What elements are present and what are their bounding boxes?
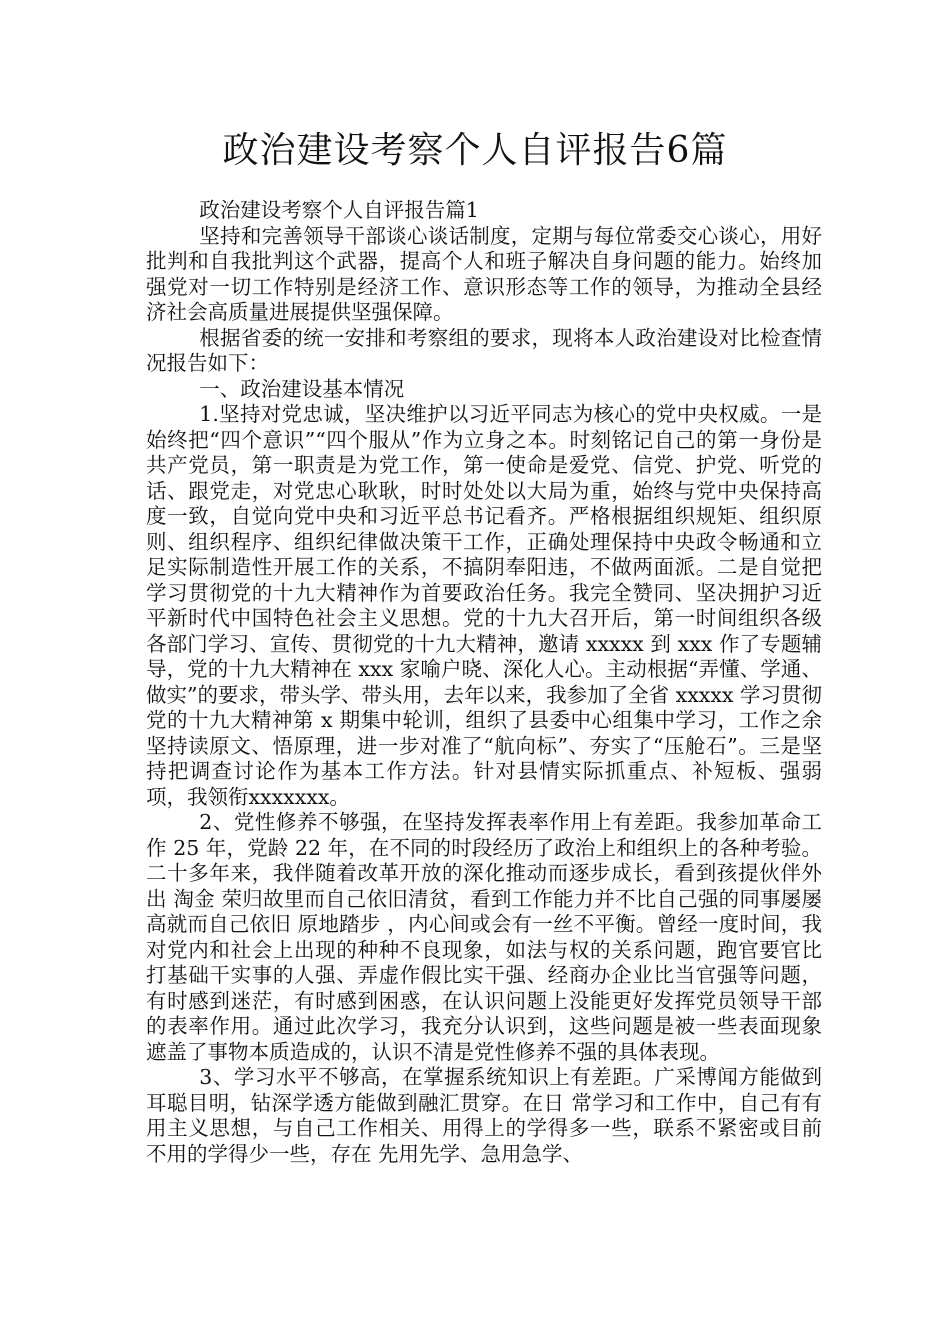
- section-heading: 政治建设考察个人自评报告篇1: [199, 198, 479, 222]
- document-body: [146, 198, 822, 1167]
- section-heading: 一、政治建设基本情况: [199, 376, 405, 401]
- body-paragraph: 根据省委的统一安排和考察组的要求，现将本人政治建设对比检查情况报告如下：: [146, 325, 822, 375]
- body-paragraph: 1.坚持对党忠诚，坚决维护以习近平同志为核心的党中央权威。一是始终把“四个意识”“四个服从”作为立身之本。时刻铭记自己的第一身份是共产党员，第一职责是为党工作，第一使命是爱党、信党、护党、听党的话、跟党走，对党忠心耿耿，时时处处以大局为重，始终与党中央保持高度一致，自觉向党中央和习近平总书记看齐。严格根据组织规矩、组织原则、组织程序、组织纪律做决策干工作，正确处理保持中央政令畅通和立足实际制造性开展工作的关系，不搞阴奉阳违，不做两面派。二是自觉把学习贯彻党的十九大精神作为首要政治任务。我完全赞同、坚决拥护习近平新时代中国特色社会主义思想。党的十九大召开后，第一时间组织各级各部门学习、宣传、贯彻党的十九大精神，邀请 xxxxx 到 xxx 作了专题辅导，党的十九大精神在 xxx 家喻户晓、深化人心。主动根据“弄懂、学通、做实”的要求，带头学、带头用，去年以来，我参加了全省 xxxxx 学习贯彻党的十九大精神第 x 期集中轮训，组织了县委中心组集中学习，工作之余坚持读原文、悟原理，进一步对准了“航向标”、夯实了“压舱石”。三是坚持把调查讨论作为基本工作方法。针对县情实际抓重点、补短板、强弱项，我领衔xxxxxxx。: [146, 402, 822, 809]
- body-paragraph: 坚持和完善领导干部谈心谈话制度，定期与每位常委交心谈心，用好批判和自我批判这个武器，提高个人和班子解决自身问题的能力。始终加强党对一切工作特别是经济工作、意识形态等工作的领导，为推动全县经济社会高质量进展提供坚强保障。: [146, 223, 822, 324]
- document-title: 政治建设考察个人自评报告6篇: [222, 130, 728, 171]
- body-paragraph: 2、党性修养不够强，在坚持发挥表率作用上有差距。我参加革命工作 25 年，党龄 22 年，在不同的时段经历了政治上和组织上的各种考验。二十多年来，我伴随着改革开放的深化推动而逐步成长，看到孩提伙伴外出 淘金 荣归故里而自己依旧清贫，看到工作能力并不比自己强的同事屡屡高就而自己依旧 原地踏步 ，内心间或会有一丝不平衡。曾经一度时间，我对党内和社会上出现的种种不良现象，如法与权的关系问题，跑官要官比打基础干实事的人强、弄虚作假比实干强、经商办企业比当官强等问题，有时感到迷茫，有时感到困惑，在认识问题上没能更好发挥党员领导干部的表率作用。通过此次学习，我充分认识到，这些问题是被一些表面现象遮盖了事物本质造成的，认识不清是党性修养不强的具体表现。: [146, 810, 822, 1064]
- body-paragraph: 3、学习水平不够高，在掌握系统知识上有差距。广采博闻方能做到耳聪目明，钻深学透方能做到融汇贯穿。在日 常学习和工作中，自己有有用主义思想，与自己工作相关、用得上的学得多一些，联系不紧密或目前不用的学得少一些，存在 先用先学、急用急学、: [146, 1065, 822, 1166]
